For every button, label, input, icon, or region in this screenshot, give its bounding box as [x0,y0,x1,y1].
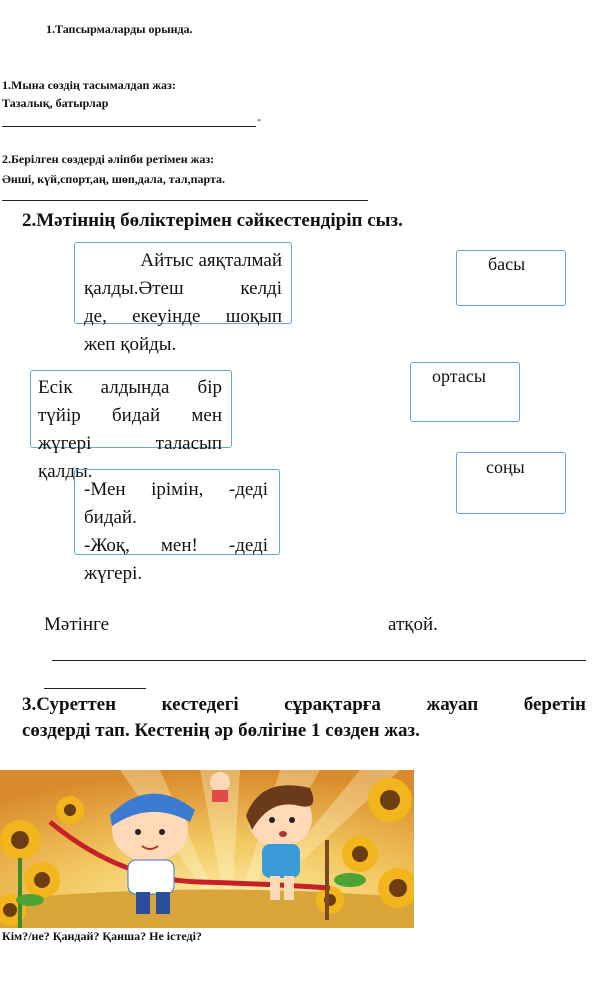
text-box-3-line: -Жоқ, мен! -деді [84,535,268,556]
text-box-2-line: Есік алдында бір [38,377,222,398]
task1-words: Тазалық, батырлар [2,96,109,110]
task1-answer-tail: - [257,112,261,126]
text-box-3 [84,476,268,588]
children-race-illustration [0,770,414,928]
text-box-3-line: -Мен ірімін, -деді [84,479,268,500]
section3-questions: Кім?/не? Қандай? Қанша? Не істеді? [2,929,202,943]
section1-title: 1.Тапсырмаларды орында. [46,22,193,36]
text-box-3-line: бидай. [84,507,137,528]
text-box-1-line: Айтыс аяқталмай [140,250,282,271]
text-box-2-line: түйір бидай мен [38,405,222,426]
title-answer-line[interactable] [52,660,586,661]
label-end: соңы [486,457,525,477]
task2-answer-line[interactable] [2,200,368,201]
section3-title-line1: 3.Суреттен кестедегі сұрақтарға жауап беретін [22,694,586,715]
section3-title-line2: сөздерді тап. Кестенің әр бөлігіне 1 сөзден жаз. [22,720,420,741]
title-answer-line-short[interactable] [44,688,146,689]
text-box-2-line: жүгері таласып [38,433,222,454]
task2-prompt: 2.Берілген сөздерді әліпби ретімен жаз: [2,152,215,166]
children-race-sunflowers-icon [0,770,414,928]
task1-answer-line[interactable] [2,126,256,127]
label-beginning: басы [488,254,526,274]
label-middle: ортасы [432,366,486,386]
text-box-1-line: де, екеуінде шоқып [84,306,282,327]
section2-title: 2.Мәтіннің бөліктерімен сәйкестендіріп сыз. [22,210,403,231]
text-box-1-line: жеп қойды. [84,334,177,355]
text-box-1-line: қалды.Әтеш келді [84,278,282,299]
text-box-3-line: жүгері. [84,563,143,584]
task1-prompt: 1.Мына сөздің тасымалдап жаз: [2,78,176,92]
title-prompt-right: атқой. [388,614,438,635]
text-box-2-line: қалды. [38,461,93,482]
task2-words: Әнші, күй,спорт,аң, шөп,дала, тал,парта. [2,172,226,186]
title-prompt-left: Мәтінге [44,614,110,635]
text-box-1 [84,247,282,359]
